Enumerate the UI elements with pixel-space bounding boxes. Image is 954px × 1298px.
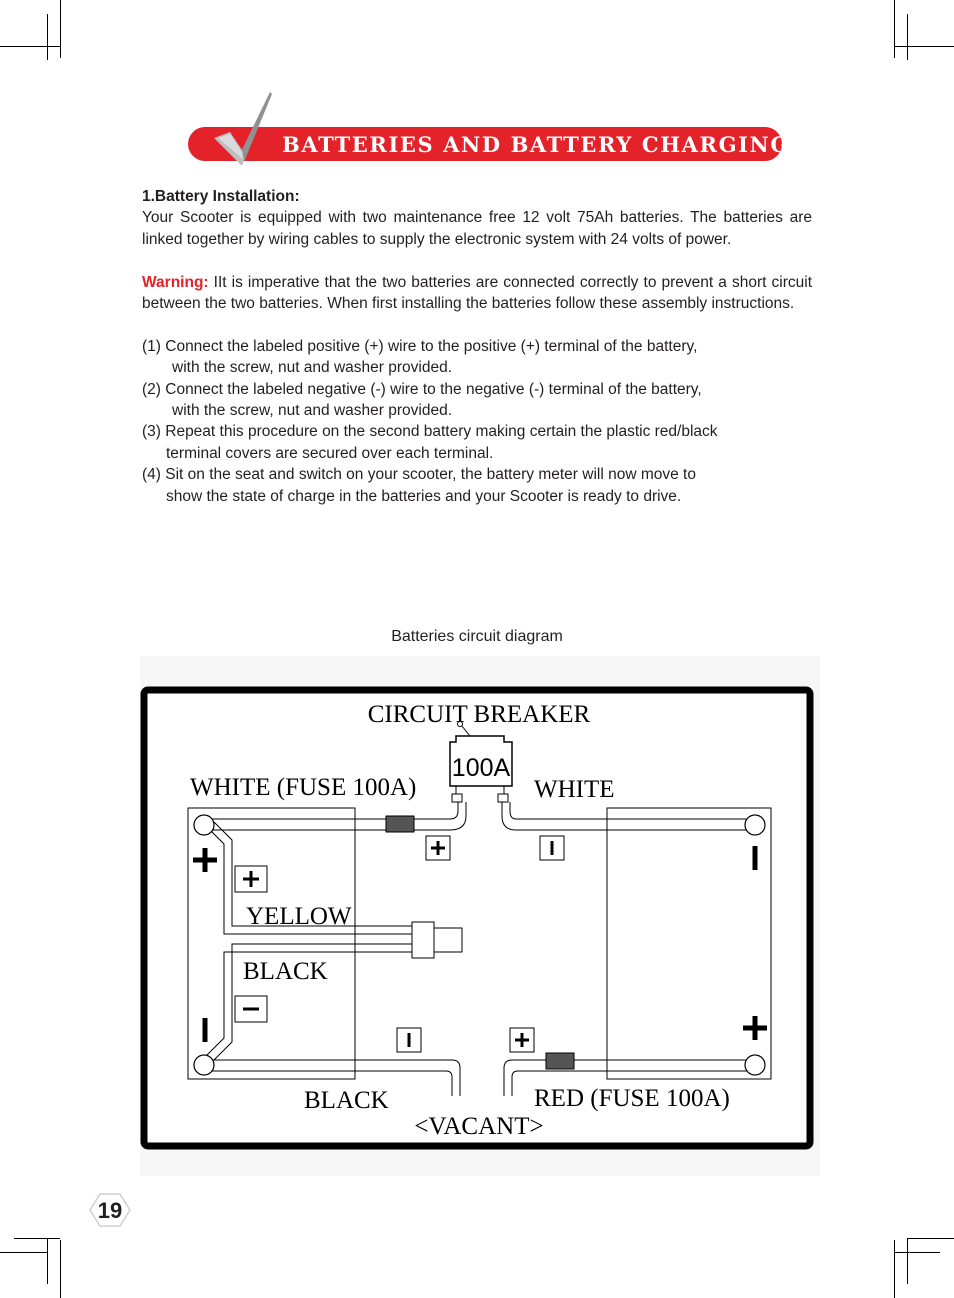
connector	[412, 922, 434, 958]
step-line: with the screw, nut and washer provided.	[172, 359, 453, 377]
crop-mark	[47, 1238, 48, 1284]
step-item	[142, 464, 812, 507]
fuse	[386, 816, 414, 832]
step-item	[142, 421, 812, 464]
warning-text: IIt is imperative that the two batteries are connected correctly to prevent a short circuit between the two batteries. When first installing the batteries follow these assembly instructions.	[142, 273, 812, 313]
fuse	[546, 1053, 574, 1069]
body-text	[142, 186, 812, 507]
crop-mark	[14, 46, 60, 47]
step-line: (3) Repeat this procedure on the second battery making certain the plastic red/black	[142, 423, 718, 441]
step-item	[142, 336, 812, 379]
diagram-caption: Batteries circuit diagram	[391, 628, 563, 645]
label-white-fuse: WHITE (FUSE 100A)	[190, 774, 417, 801]
crop-mark	[14, 1238, 60, 1239]
crop-mark	[907, 14, 908, 60]
label-black-left: BLACK	[243, 958, 328, 985]
diagram-title: CIRCUIT BREAKER	[367, 701, 591, 728]
crop-mark	[60, 0, 61, 58]
step-line: show the state of charge in the batteries and your Scooter is ready to drive.	[166, 487, 682, 505]
crop-mark	[894, 1240, 895, 1298]
intro-paragraph: Your Scooter is equipped with two maintenance free 12 volt 75Ah batteries. The batteries are linked together by wiring cables to supply the electronic system with 24 volts of power.	[142, 209, 812, 248]
crop-mark	[47, 14, 48, 60]
label-red-fuse: RED (FUSE 100A)	[534, 1085, 730, 1112]
circuit-diagram	[140, 656, 820, 1176]
crop-mark	[907, 46, 954, 47]
step-line: (2) Connect the labeled negative (-) wire to the negative (-) terminal of the battery,	[142, 380, 702, 398]
terminal	[194, 815, 214, 835]
terminal	[745, 1055, 765, 1075]
label-black-bottom: BLACK	[304, 1087, 389, 1114]
label-white: WHITE	[534, 776, 615, 803]
warning-paragraph	[142, 272, 812, 315]
page-number-badge	[86, 1190, 134, 1230]
checkmark-icon	[212, 92, 274, 166]
label-vacant: <VACANT>	[414, 1113, 544, 1140]
page-title: BATTERIES AND BATTERY CHARGING	[282, 132, 790, 157]
crop-mark	[60, 1240, 61, 1298]
crop-mark	[0, 1252, 48, 1253]
warning-label: Warning:	[142, 273, 209, 291]
label-yellow: YELLOW	[246, 903, 352, 930]
step-line: with the screw, nut and washer provided.	[172, 402, 453, 420]
step-line: (4) Sit on the seat and switch on your scooter, the battery meter will now move to	[142, 466, 696, 484]
step-line: (1) Connect the labeled positive (+) wire to the positive (+) terminal of the battery,	[142, 337, 698, 355]
section-heading: 1.Battery Installation:	[142, 188, 300, 205]
crop-mark	[894, 1252, 940, 1253]
breaker-rating-label: 100A	[451, 754, 511, 782]
step-line: terminal covers are secured over each terminal.	[166, 444, 494, 462]
step-item	[142, 379, 812, 422]
crop-mark	[894, 0, 895, 58]
crop-mark	[907, 1238, 908, 1284]
page-number: 19	[97, 1198, 123, 1223]
terminal	[194, 1055, 214, 1075]
terminal	[745, 815, 765, 835]
crop-mark	[907, 1238, 954, 1239]
